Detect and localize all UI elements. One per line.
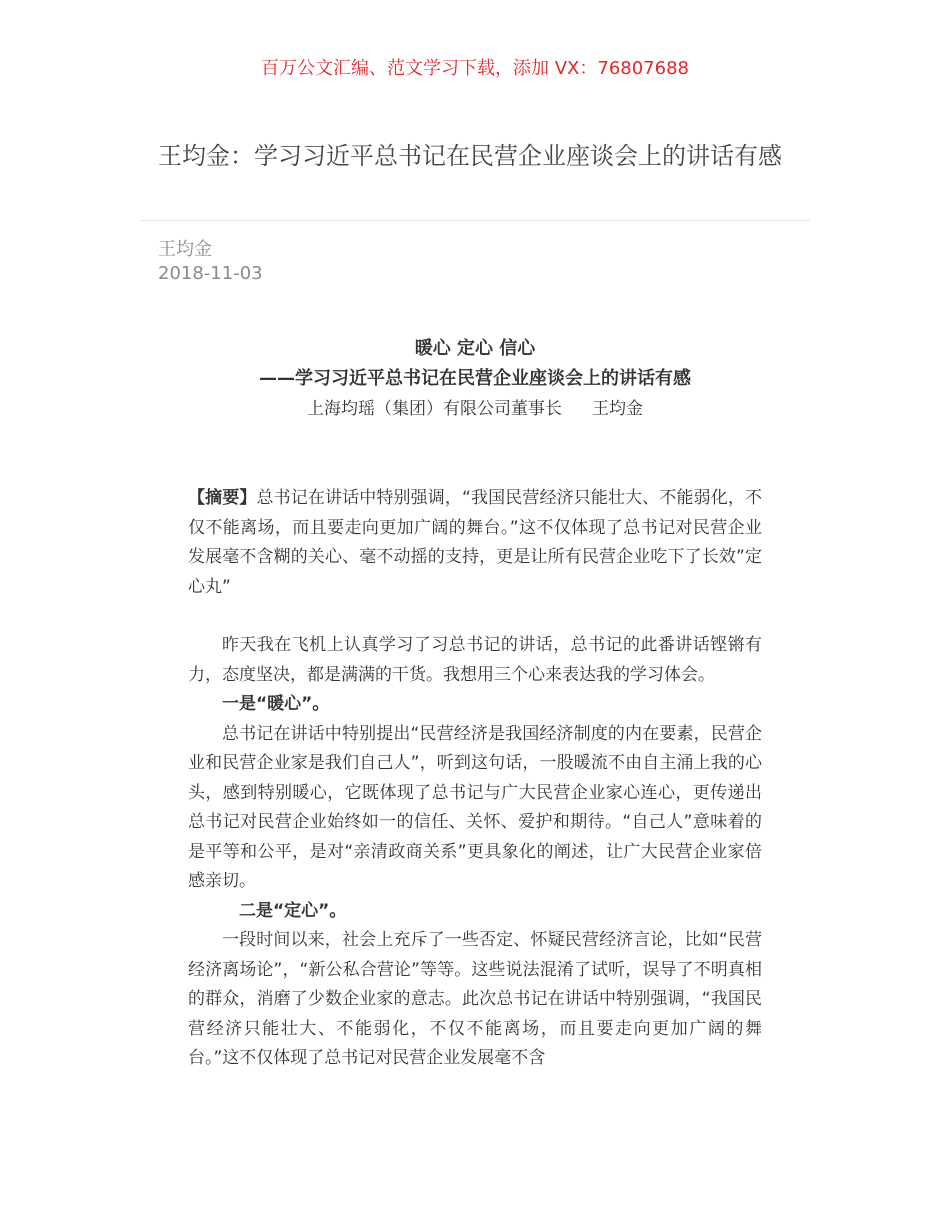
byline-org: 上海均瑶（集团）有限公司董事长 — [307, 399, 562, 419]
article-body — [188, 484, 762, 1074]
publish-date: 2018-11-03 — [158, 263, 263, 284]
article-meta — [158, 238, 263, 286]
section2-paragraph: 一段时间以来，社会上充斥了一些否定、怀疑民营经济言论，比如“民营经济离场论”，“新公私合营论”等等。这些说法混淆了试听，误导了不明真相的群众，消磨了少数企业家的意志。此次总书记在讲话中特别强调，“我国民营经济只能壮大、不能弱化，不仅不能离场，而且要走向更加广阔的舞台。”这不仅体现了总书记对民营企业发展毫不含 — [188, 930, 762, 1068]
intro-paragraph: 昨天我在飞机上认真学习了习总书记的讲话，总书记的此番讲话铿锵有力，态度坚决，都是满满的干货。我想用三个心来表达我的学习体会。 — [188, 635, 762, 685]
byline-name: 王均金 — [592, 399, 643, 419]
article-heading-main: 暖心 定心 信心 — [414, 338, 536, 359]
article-title: 王均金：学习习近平总书记在民营企业座谈会上的讲话有感 — [158, 142, 782, 170]
abstract-text: 总书记在讲话中特别强调，“我国民营经济只能壮大、不能弱化，不仅不能离场，而且要走向更加广阔的舞台。”这不仅体现了总书记对民营企业发展毫不含糊的关心、毫不动摇的支持，更是让所有民营企业吃下了长效”定心丸” — [188, 488, 763, 597]
abstract-label: 【摘要】 — [188, 488, 257, 508]
section1-paragraph: 总书记在讲话中特别提出“民营经济是我国经济制度的内在要素，民营企业和民营企业家是我们自己人”，听到这句话，一股暖流不由自主涌上我的心头，感到特别暖心，它既体现了总书记与广大民营企业家心连心，更传递出总书记对民营企业始终如一的信任、关怀、爱护和期待。“自己人”意味着的是平等和公平，是对“亲清政商关系”更具象化的阐述，让广大民营企业家倍感亲切。 — [188, 723, 762, 891]
article-heading-subtitle: ——学习习近平总书记在民营企业座谈会上的讲话有感 — [259, 368, 691, 389]
article-byline — [0, 396, 950, 422]
promo-banner: 百万公文汇编、范文学习下载，添加 VX：76807688 — [261, 58, 689, 79]
abstract-paragraph — [188, 484, 762, 602]
section1-title: 一是“暖心”。 — [222, 694, 330, 714]
author-name: 王均金 — [158, 239, 212, 260]
section2-title: 二是“定心”。 — [239, 900, 347, 921]
title-divider — [140, 220, 810, 221]
